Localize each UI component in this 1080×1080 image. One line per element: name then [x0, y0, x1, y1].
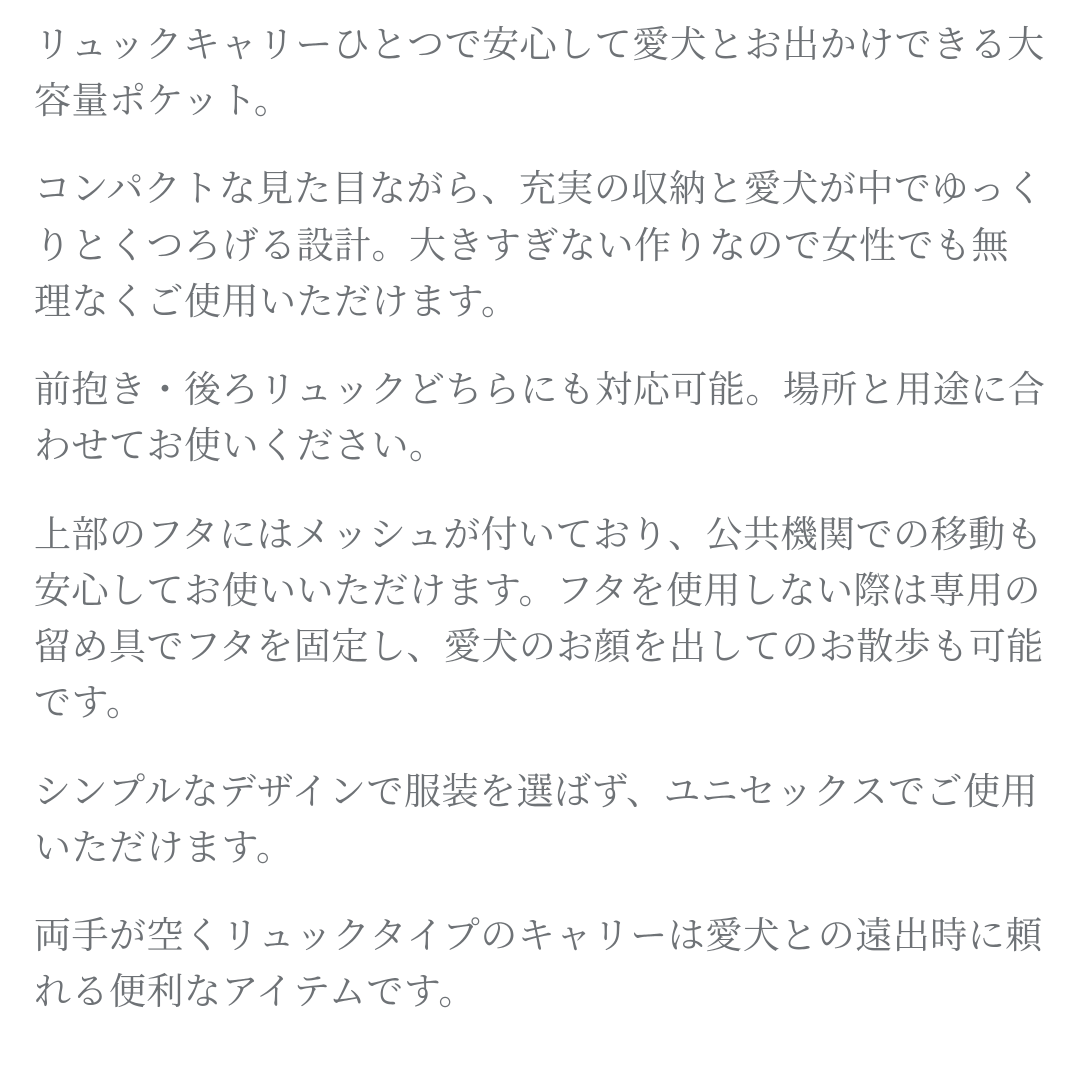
description-paragraph-5: シンプルなデザインで服装を選ばず、ユニセックスでご使用いただけます。 — [34, 771, 1039, 869]
description-paragraph-4: 上部のフタにはメッシュが付いており、公共機関での移動も安心してお使いいただけます。フタを使用しない際は専用の留め具でフタを固定し、愛犬のお顔を出してのお散歩も可能です。 — [34, 514, 1044, 725]
description-paragraph-1: リュックキャリーひとつで安心して愛犬とお出かけできる大容量ポケット。 — [34, 25, 1045, 123]
description-paragraph-2: コンパクトな見た目ながら、充実の収納と愛犬が中でゆっくりとくつろげる設計。大きすぎない作りなので女性でも無理なくご使用いただけます。 — [34, 169, 1044, 323]
description-paragraph-3: 前抱き・後ろリュックどちらにも対応可能。場所と用途に合わせてお使いください。 — [34, 370, 1046, 468]
description-paragraph-6: 両手が空くリュックタイプのキャリーは愛犬との遠出時に頼れる便利なアイテムです。 — [34, 916, 1043, 1014]
